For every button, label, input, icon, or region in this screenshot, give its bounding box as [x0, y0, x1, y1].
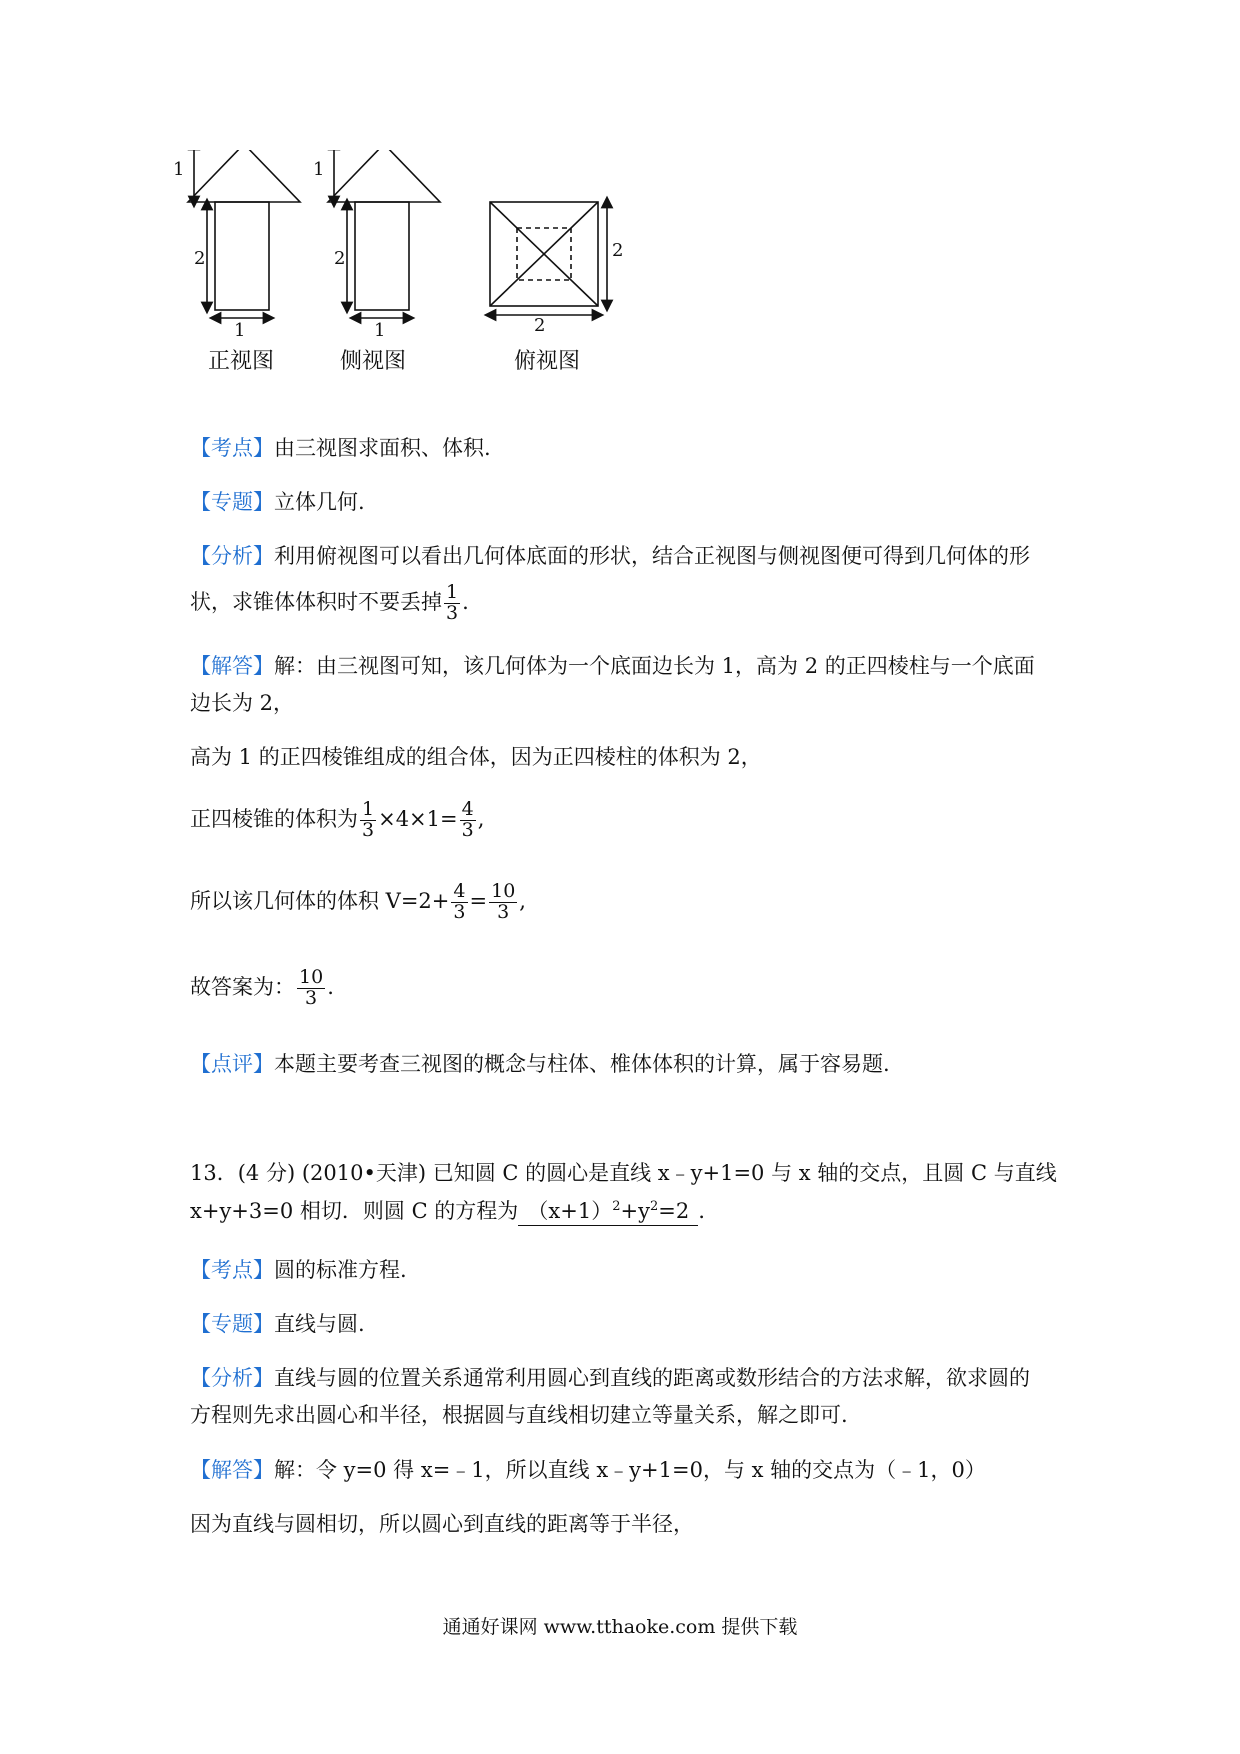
fenxi-text-2: 状，求锥体体积时不要丢掉 [190, 589, 442, 614]
jieda-text-2: 边长为 2， [190, 691, 295, 715]
dianping-tag: 【点评】 [190, 1052, 274, 1076]
fraction-denominator: 3 [305, 986, 318, 1009]
three-views-drawing [180, 150, 740, 415]
jieda-text-1: 解：由三视图可知，该几何体为一个底面边长为 1，高为 2 的正四棱柱与一个底面 [274, 654, 1035, 678]
side-body-width-label: 1 [374, 320, 386, 341]
front-view-drawing [188, 150, 300, 318]
punctuation: . [327, 974, 334, 999]
page-footer: 通通好课网 www.tthaoke.com 提供下载 [442, 1616, 798, 1638]
jieda-tag: 【解答】 [190, 1458, 274, 1482]
equals: = [469, 888, 488, 913]
fraction-numerator: 10 [491, 880, 516, 902]
fraction [360, 800, 376, 841]
fraction-numerator: 1 [362, 798, 375, 820]
fraction [444, 583, 460, 624]
p13-kaodian [190, 1254, 1070, 1288]
dianping-text: 本题主要考查三视图的概念与柱体、椎体体积的计算，属于容易题. [274, 1052, 890, 1076]
jieda-text-1: 解：令 y=0 得 x=﹣1，所以直线 x﹣y+1=0，与 x 轴的交点为（﹣1，0） [274, 1458, 986, 1482]
kaodian-text: 由三视图求面积、体积. [274, 436, 491, 460]
punctuation: . [462, 589, 469, 614]
p12-jieda-line5 [190, 882, 1070, 923]
zhuanti-tag: 【专题】 [190, 490, 274, 514]
fenxi-tag: 【分析】 [190, 1366, 274, 1390]
answer-exponent: 2 [649, 1199, 659, 1214]
fraction-numerator: 10 [299, 966, 324, 988]
p12-fenxi-line1 [190, 540, 1070, 574]
answer-part: +y [620, 1199, 650, 1223]
p12-zhuanti [190, 486, 1070, 520]
answer-blank [518, 1198, 698, 1226]
expression: ×4×1= [378, 806, 458, 831]
p13-jieda-line2 [190, 1508, 1070, 1542]
fraction [489, 882, 517, 923]
fenxi-tag: 【分析】 [190, 544, 274, 568]
punctuation: , [477, 806, 485, 831]
zhuanti-text: 立体几何. [274, 490, 365, 514]
kaodian-tag: 【考点】 [190, 1258, 274, 1282]
side-view-drawing [328, 150, 440, 318]
kaodian-text: 圆的标准方程. [274, 1258, 407, 1282]
fenxi-text-1: 直线与圆的位置关系通常利用圆心到直线的距离或数形结合的方法求解，欲求圆的 [274, 1366, 1030, 1390]
p13-stem-line1 [190, 1157, 1070, 1191]
p12-jieda-line4 [190, 800, 1070, 841]
fraction-numerator: 4 [453, 880, 466, 902]
top-horizontal-side-label: 2 [534, 315, 546, 336]
front-body-width-label: 1 [234, 320, 246, 341]
jieda-text-3: 高为 1 的正四棱锥组成的组合体，因为正四棱柱的体积为 2， [190, 745, 762, 769]
front-body-height-label: 2 [194, 248, 206, 269]
three-views-figure [173, 150, 740, 415]
jieda-text-6: 故答案为： [190, 974, 295, 999]
fraction-denominator: 3 [497, 900, 510, 923]
p13-fenxi-line1 [190, 1362, 1070, 1396]
answer-part: （x+1） [527, 1199, 613, 1223]
p12-kaodian [190, 432, 1070, 466]
p12-dianping [190, 1048, 1070, 1082]
p13-stem-line2 [190, 1195, 1070, 1229]
p13-fenxi-line2 [190, 1399, 1070, 1433]
top-vertical-side-label: 2 [612, 240, 624, 261]
fraction [297, 968, 325, 1009]
side-view-caption: 侧视图 [340, 349, 407, 374]
side-body-height-label: 2 [334, 248, 346, 269]
fraction [460, 800, 476, 841]
front-roof-height-label: 1 [173, 159, 185, 180]
zhuanti-tag: 【专题】 [190, 1312, 274, 1336]
front-view-caption: 正视图 [208, 349, 275, 374]
zhuanti-text: 直线与圆. [274, 1312, 365, 1336]
p12-jieda-line6 [190, 968, 1070, 1009]
punctuation: , [519, 888, 526, 913]
p13-zhuanti [190, 1308, 1070, 1342]
jieda-text-2: 因为直线与圆相切，所以圆心到直线的距离等于半径， [190, 1512, 694, 1536]
p13-jieda-line1 [190, 1454, 1070, 1488]
answer-exponent: 2 [612, 1199, 621, 1214]
punctuation: ． [698, 1199, 720, 1223]
answer-part: =2 [658, 1199, 690, 1223]
p12-jieda-line3 [190, 741, 1070, 775]
p13-stem-text-1: 13．(4 分) (2010•天津) 已知圆 C 的圆心是直线 x﹣y+1=0 与 x 轴的交点，且圆 C 与直线 [190, 1161, 1057, 1185]
p12-jieda-line1 [190, 650, 1070, 684]
jieda-tag: 【解答】 [190, 654, 274, 678]
side-roof-height-label: 1 [313, 159, 325, 180]
jieda-text-4: 正四棱锥的体积为 [190, 806, 358, 831]
top-view-drawing [490, 202, 607, 315]
fraction-numerator: 4 [461, 798, 474, 820]
kaodian-tag: 【考点】 [190, 436, 274, 460]
fraction-denominator: 3 [461, 818, 474, 841]
fenxi-text-1: 利用俯视图可以看出几何体底面的形状，结合正视图与侧视图便可得到几何体的形 [274, 544, 1030, 568]
top-view-caption: 俯视图 [514, 349, 581, 374]
fraction-denominator: 3 [453, 900, 466, 923]
fenxi-text-2: 方程则先求出圆心和半径，根据圆与直线相切建立等量关系，解之即可. [190, 1403, 848, 1427]
p12-jieda-line2 [190, 687, 1070, 721]
fraction [451, 882, 467, 923]
fraction-numerator: 1 [446, 581, 459, 603]
p12-fenxi-line2 [190, 583, 1070, 624]
jieda-text-5: 所以该几何体的体积 V=2+ [190, 888, 450, 913]
fraction-denominator: 3 [446, 601, 459, 624]
p13-stem-text-2: x+y+3=0 相切．则圆 C 的方程为 [190, 1199, 519, 1223]
fraction-denominator: 3 [362, 818, 375, 841]
